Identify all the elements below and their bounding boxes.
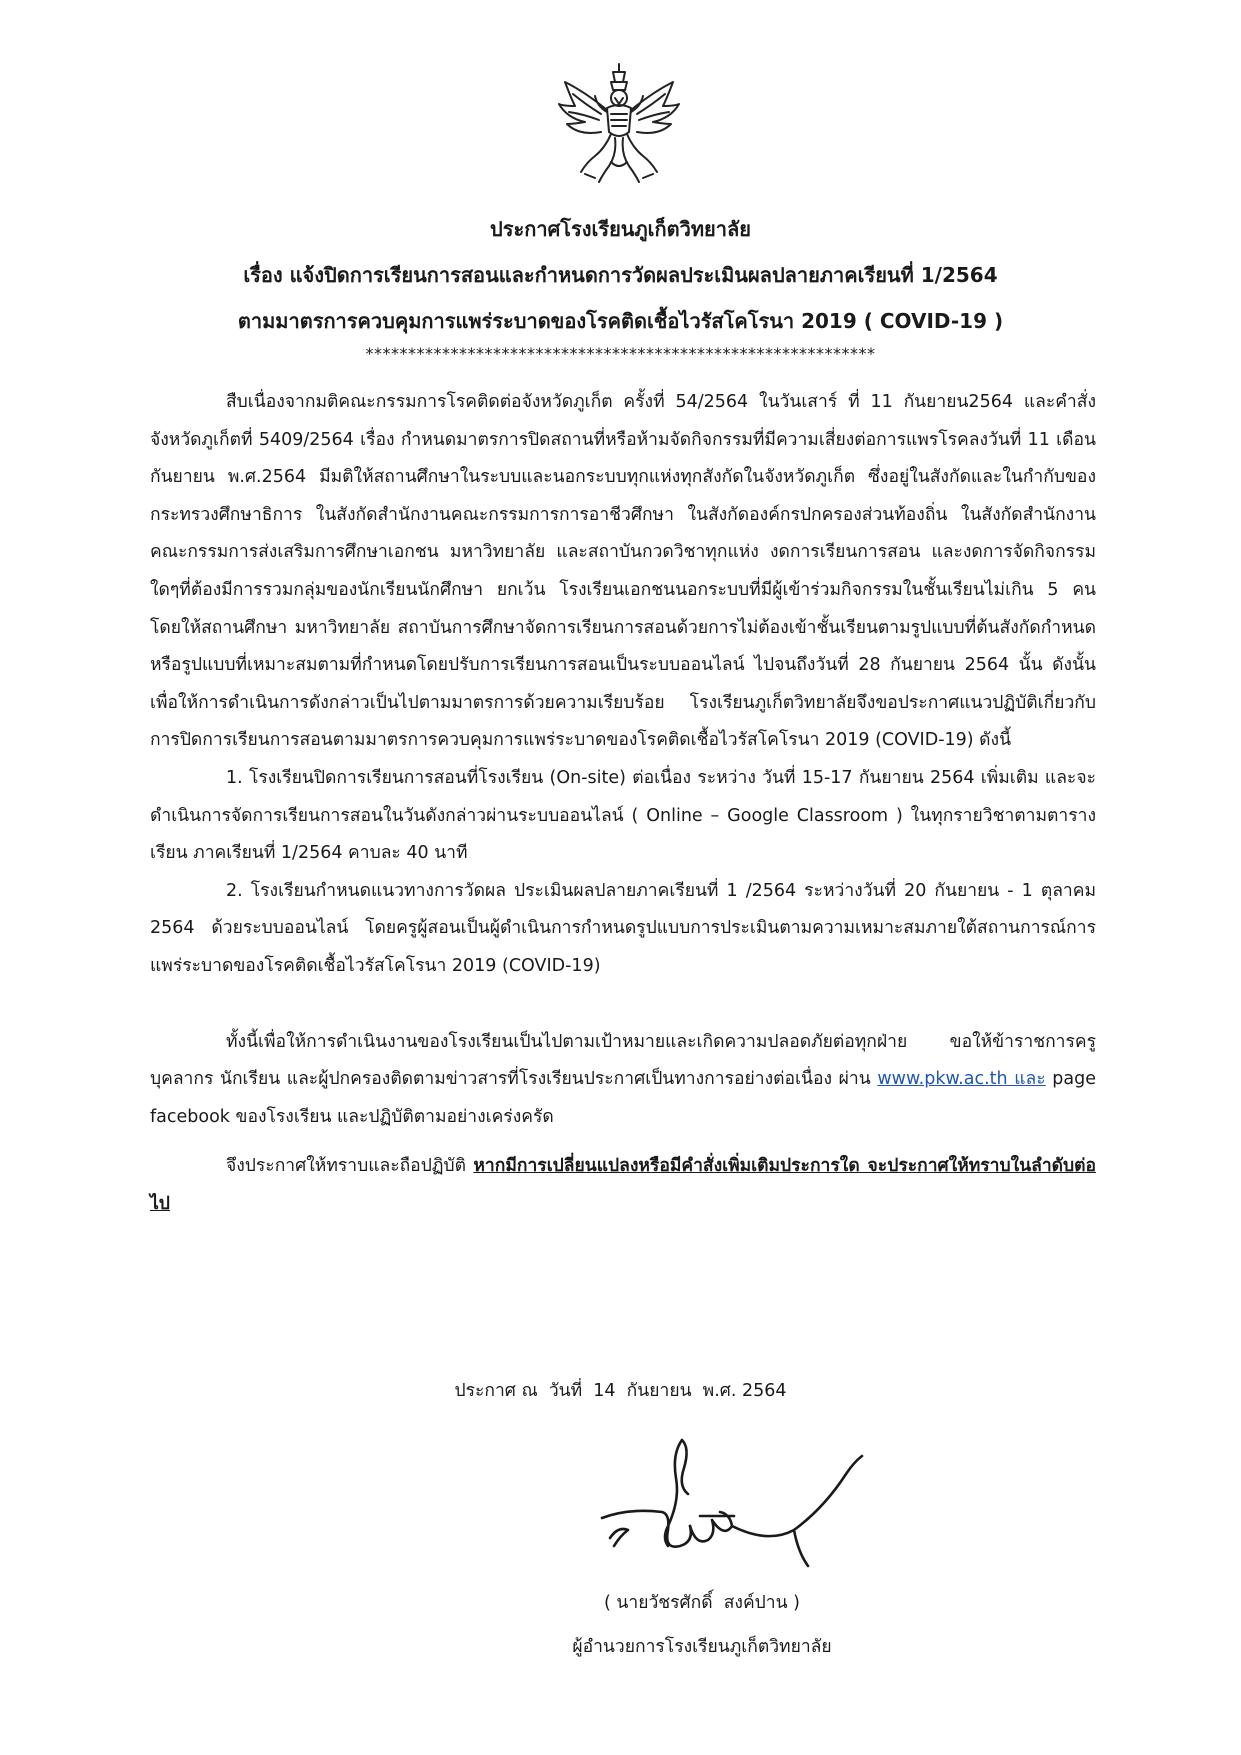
notice-paragraph	[150, 1024, 1096, 1137]
notice-text: ทั้งนี้เพื่อให้การดำเนินงานของโรงเรียนเป็นไปตามเป้าหมายและเกิดความปลอดภัยต่อทุกฝ่าย ขอให้ข้าราชการครู บุคลากร นักเรียน และผู้ปกครองติดตามข่าวสารที่โรงเรียนประกาศเป็นทางการอย่างต่อเนื่อง ผ่าน	[150, 1031, 1096, 1090]
closing-lead: จึงประกาศให้ทราบและถือปฏิบัติ	[226, 1156, 474, 1177]
announcement-date	[0, 1376, 1241, 1406]
item-1-paragraph: 1. โรงเรียนปิดการเรียนการสอนที่โรงเรียน (On-site) ต่อเนื่อง ระหว่าง วันที่ 15-17 กันยายน 2564 เพิ่มเติม และจะดำเนินการจัดการเรียนการสอนในวันดังกล่าวผ่านระบบออนไลน์ ( Online – Google Classroom ) ในทุกรายวิชาตามตารางเรียน ภาคเรียนที่ 1/2564 คาบละ 40 นาที	[150, 767, 1096, 864]
separator-line: ************************************************************	[365, 344, 876, 363]
notice-tail: page facebook ของโรงเรียน และปฏิบัติตามอย่างเคร่งครัด	[150, 1069, 1096, 1127]
announcement-subject: เรื่อง แจ้งปิดการเรียนการสอนและกำหนดการวัดผลประเมินผลปลายภาคเรียนที่ 1/2564	[243, 263, 998, 287]
announcement-body	[150, 384, 1096, 1223]
signer-name: ( นายวัชรศักดิ์ สงค์ปาน )	[604, 1593, 800, 1613]
handwritten-signature	[598, 1434, 868, 1584]
intro-paragraph: สืบเนื่องจากมติคณะกรรมการโรคติดต่อจังหวัดภูเก็ต ครั้งที่ 54/2564 ในวันเสาร์ ที่ 11 กันยายน2564 และคำสั่งจังหวัดภูเก็ตที่ 5409/2564 เรื่อง กำหนดมาตรการปิดสถานที่หรือห้ามจัดกิจกรรมที่มีความเสี่ยงต่อการแพรโรคลงวันที่ 11 เดือนกันยายน พ.ศ.2564 มีมติให้สถานศึกษาในระบบและนอกระบบทุกแห่งทุกสังกัดในจังหวัดภูเก็ต ซึ่งอยู่ในสังกัดและในกำกับของกระทรวงศึกษาธิการ ในสังกัดสำนักงานคณะกรรมการการอาชีวศึกษา ในสังกัดองค์กรปกครองส่วนท้องถิ่น ในสังกัดสำนักงานคณะกรรมการส่งเสริมการศึกษาเอกชน มหาวิทยาลัย และสถาบันกวดวิชาทุกแห่ง งดการเรียนการสอน และงดการจัดกิจกรรมใดๆที่ต้องมีการรวมกลุ่มของนักเรียนนักศึกษา ยกเว้น โรงเรียนเอกชนนอกระบบที่มีผู้เข้าร่วมกิจกรรมในชั้นเรียนไม่เกิน 5 คน โดยให้สถานศึกษา มหาวิทยาลัย สถาบันการศึกษาจัดการเรียนการสอนด้วยการไม่ต้องเข้าชั้นเรียนตามรูปแบบที่ต้นสังกัดกำหนด หรือรูปแบบที่เหมาะสมตามที่กำหนดโดยปรับการเรียนการสอนเป็นระบบออนไลน์ ไปจนถึงวันที่ 28 กันยายน 2564 นั้น ดังนั้นเพื่อให้การดำเนินการดังกล่าวเป็นไปตามมาตรการด้วยความเรียบร้อย โรงเรียนภูเก็ตวิทยาลัยจึงขอประกาศแนวปฏิบัติเกี่ยวกับการปิดการเรียนการสอนตามมาตรการควบคุมการแพร่ระบาดของโรคติดเชื้อไวรัสโคโรนา 2019 (COVID-19) ดังนี้	[150, 392, 1096, 751]
announcement-title: ประกาศโรงเรียนภูเก็ตวิทยาลัย	[490, 217, 751, 241]
date-text: ประกาศ ณ วันที่ 14 กันยายน พ.ศ. 2564	[454, 1381, 787, 1401]
closing-emphasis: หากมีการเปลี่ยนแปลงหรือมีคำสั่งเพิ่มเติมประการใด จะประกาศให้ทราบในลำดับต่อไป	[150, 1156, 1097, 1214]
garuda-emblem-icon	[555, 62, 683, 184]
signer-title: ผู้อำนวยการโรงเรียนภูเก็ตวิทยาลัย	[572, 1637, 832, 1657]
closing-paragraph	[150, 1148, 1096, 1223]
announcement-subject-line2: ตามมาตรการควบคุมการแพร่ระบาดของโรคติดเชื้อไวรัสโคโรนา 2019 ( COVID-19 )	[237, 309, 1004, 333]
item-2-paragraph: 2. โรงเรียนกำหนดแนวทางการวัดผล ประเมินผลปลายภาคเรียนที่ 1 /2564 ระหว่างวันที่ 20 กันยายน - 1 ตุลาคม 2564 ด้วยระบบออนไลน์ โดยครูผู้สอนเป็นผู้ดำเนินการกำหนดรูปแบบการประเมินตามความเหมาะสมภายใต้สถานการณ์การแพร่ระบาดของโรคติดเชื้อไวรัสโคโรนา 2019 (COVID-19)	[150, 880, 1096, 976]
website-link[interactable]: www.pkw.ac.th และ	[877, 1069, 1046, 1090]
